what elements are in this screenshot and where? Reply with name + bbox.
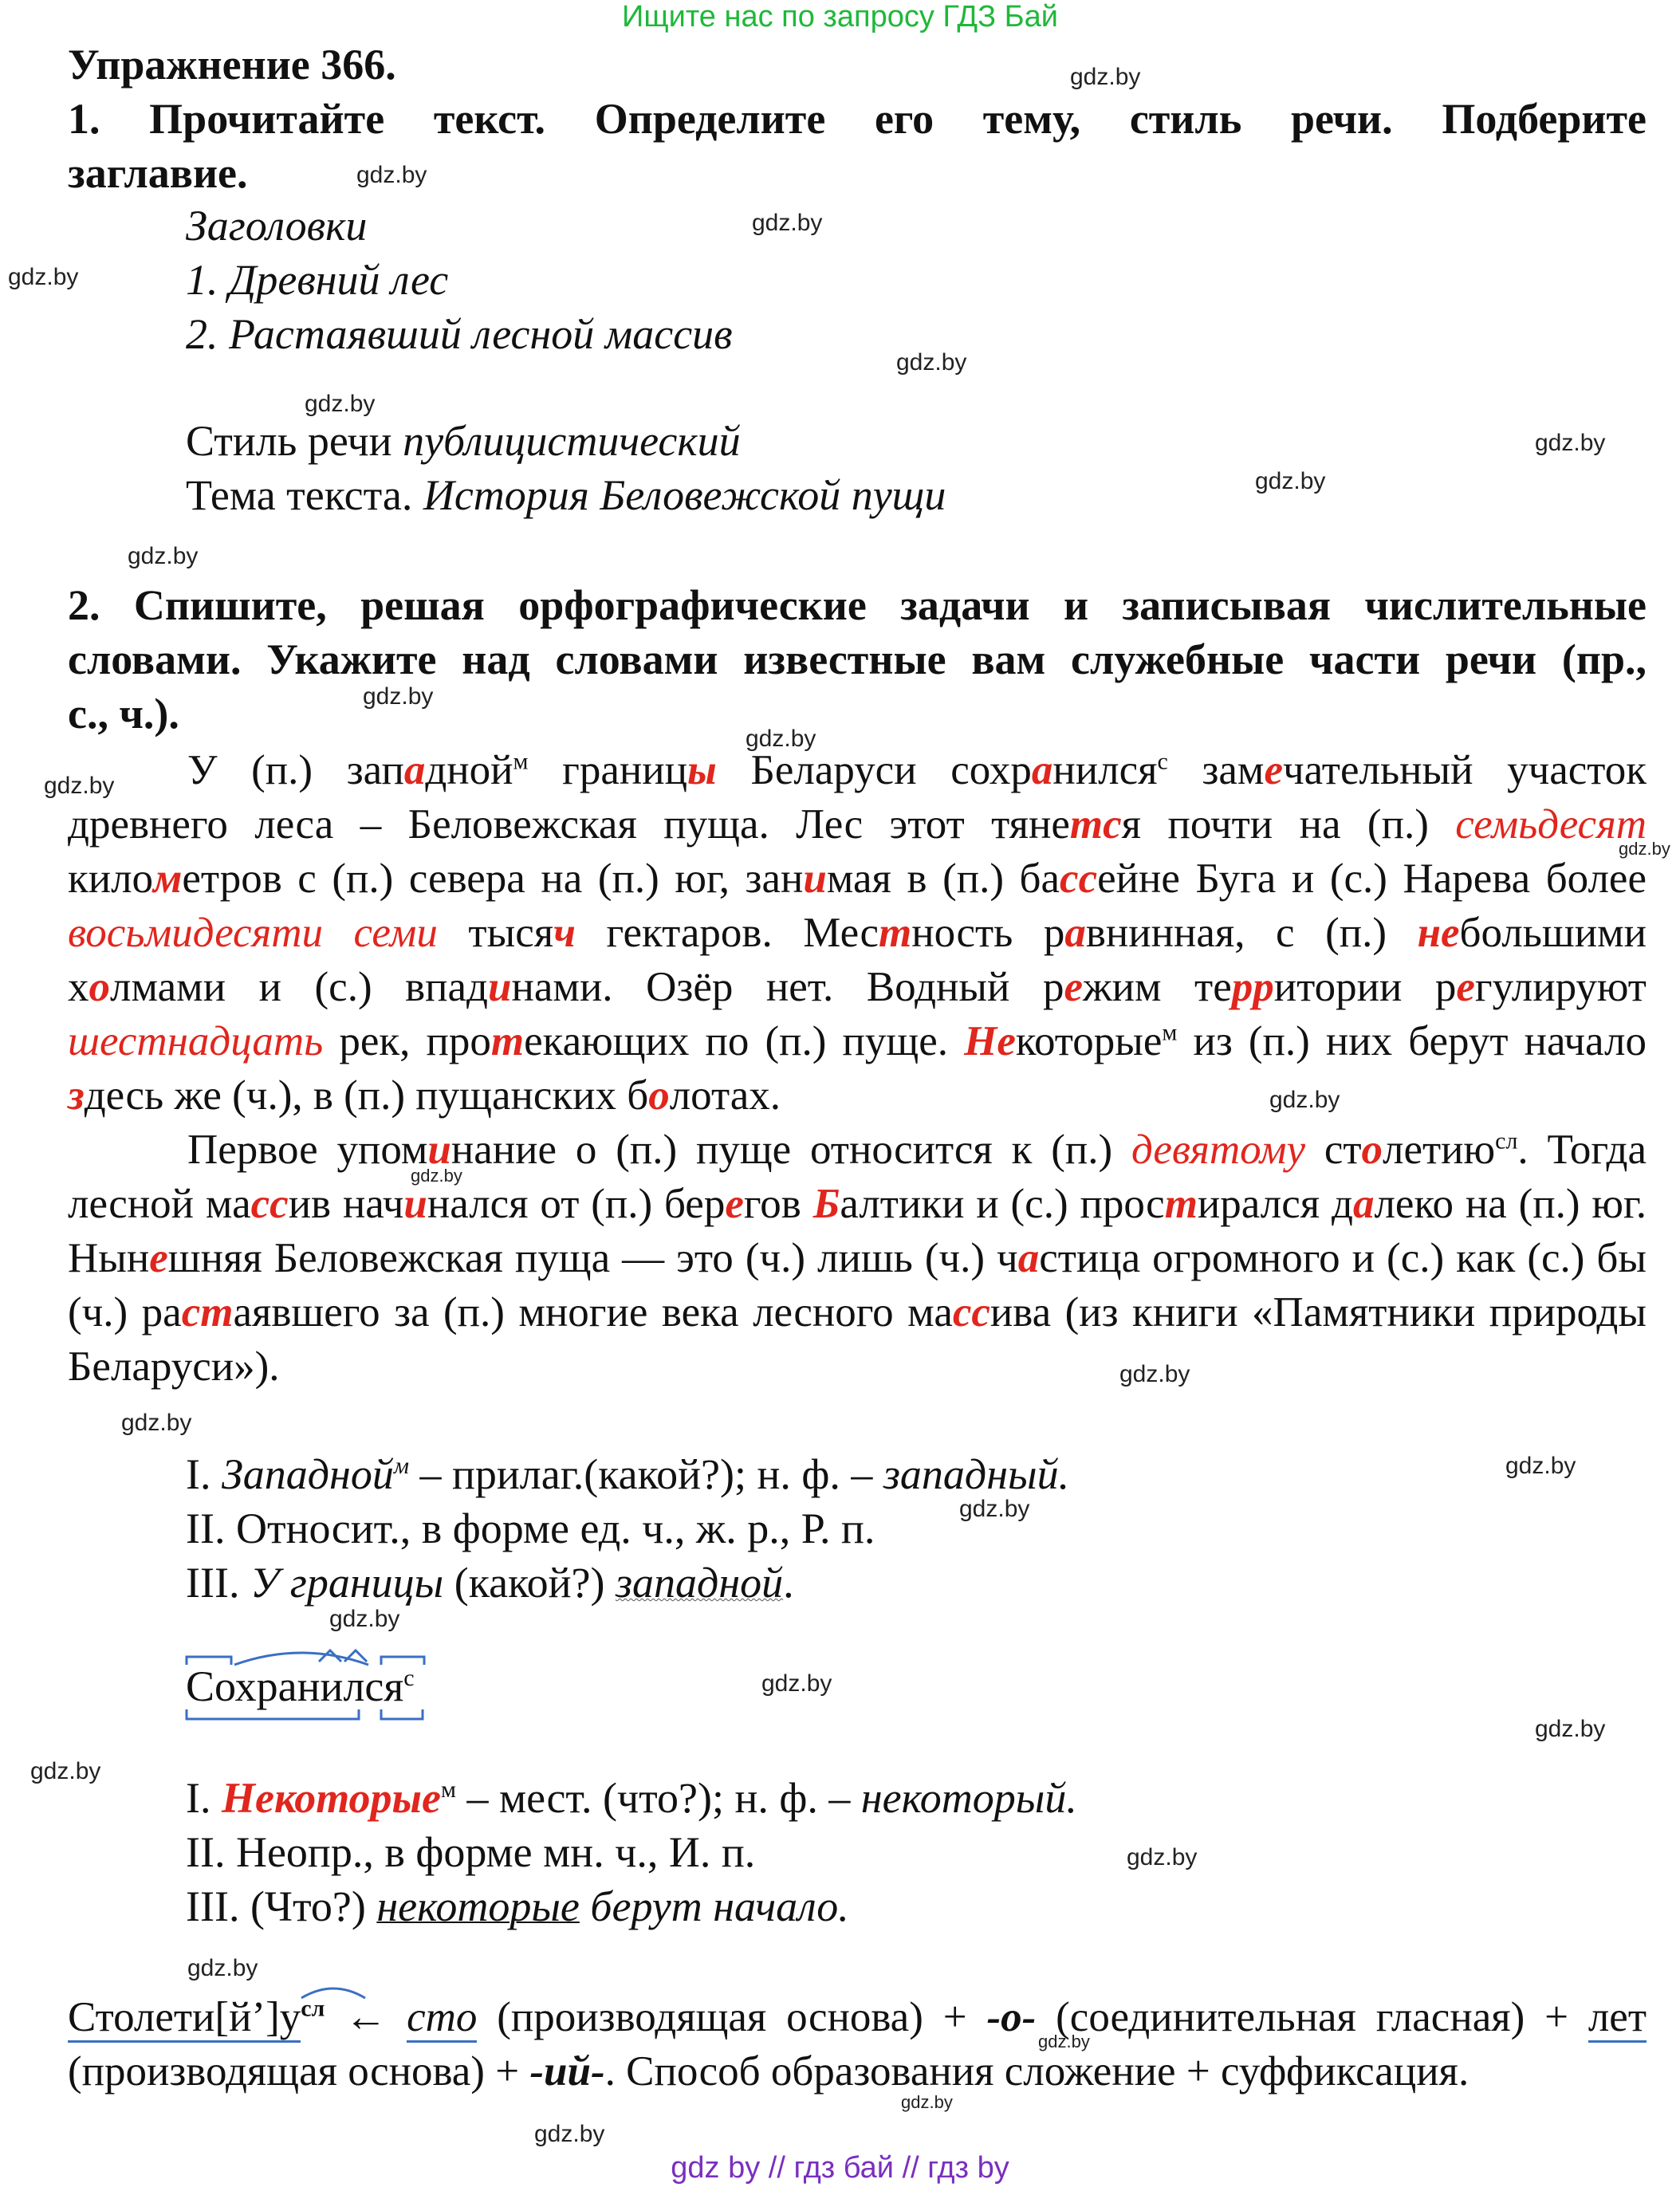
analysis2-line2: II. Неопр., в форме мн. ч., И. п. xyxy=(186,1828,756,1876)
footer-link-gdzby2[interactable]: гдз by xyxy=(927,2151,1009,2185)
watermark: gdz.by xyxy=(411,1166,462,1186)
watermark: gdz.by xyxy=(1038,2032,1090,2051)
watermark: gdz.by xyxy=(305,391,376,417)
theme-line xyxy=(186,469,946,523)
style-value: публицистический xyxy=(403,417,741,465)
footer-links: gdz by // гдз бай // гдз by xyxy=(671,2151,1009,2185)
watermark: gdz.by xyxy=(1070,64,1141,90)
headings-label: Заголовки xyxy=(186,202,368,250)
task2-line2: словами. Укажите над словами известные вам служебные части речи (пр., xyxy=(68,635,1647,683)
footer-link-gdzby[interactable]: gdz by xyxy=(671,2151,761,2185)
heading-2: 2. Растаявший лесной массив xyxy=(186,310,733,358)
word-formation-text: $Столети[й’]у^{сл}$ ← сто (производящая основа) + -о- (соединительная гласная) + лет (производящая основа) + -ий-. Способ образования сложение + суффиксация. xyxy=(68,1994,1647,2095)
watermark: gdz.by xyxy=(746,726,816,752)
speech-style-line xyxy=(186,415,741,469)
analysis2-word: Некоторые xyxy=(221,1774,441,1822)
watermark: gdz.by xyxy=(128,543,199,569)
watermark: gdz.by xyxy=(1127,1844,1198,1870)
style-label: Стиль речи xyxy=(186,417,392,465)
task2-line3: с., ч.). xyxy=(68,690,179,738)
analysis1-word: Западной xyxy=(221,1450,394,1498)
watermark: gdz.by xyxy=(1269,1087,1340,1113)
watermark: gdz.by xyxy=(187,1955,258,1981)
watermark: gdz.by xyxy=(896,349,967,376)
stem-bracket xyxy=(187,1709,359,1719)
watermark: gdz.by xyxy=(1619,839,1670,859)
watermark: gdz.by xyxy=(1255,468,1326,494)
watermark: gdz.by xyxy=(121,1410,192,1436)
watermark: gdz.by xyxy=(363,683,434,710)
analysis2-line3: III. (Что?) некоторые берут начало. xyxy=(186,1882,849,1930)
analysis1-line1: I. Западной$^м$ – прилаг.(какой?); н. ф. – западный. xyxy=(186,1450,1070,1498)
watermark: gdz.by xyxy=(44,773,115,799)
watermark: gdz.by xyxy=(534,2121,605,2147)
watermark: gdz.by xyxy=(1535,430,1606,456)
footer-link-gdzbai[interactable]: гдз бай xyxy=(793,2151,895,2185)
theme-label: Тема текста. xyxy=(186,471,413,519)
heading-1: 1. Древний лес xyxy=(186,256,449,304)
watermark: gdz.by xyxy=(8,264,79,290)
parse-word: Сохранился$^с$ xyxy=(186,1662,415,1710)
analysis1-line3: III. У границы (какой?) западной. xyxy=(186,1559,794,1607)
task1-line1: 1. Прочитайте текст. Определите его тему, стиль речи. Подберите xyxy=(68,95,1647,143)
watermark: gdz.by xyxy=(1119,1361,1190,1387)
text-paragraph-2: Первое упоминание о (п.) пуще относится к (п.) девятому столетию$^{сл}$. Тогда лесной массив начинался от (п.) берегов Балтики и (с.) простирался далеко на (п.) юг. Нынешняя Беловежская пуща — это (ч.) лишь (ч.) частица огромного и (с.) как (с.) бы (ч.) растаявшего за (п.) многие века лесного массива (из книги «Памятники природы Беларуси»). xyxy=(68,1127,1647,1390)
watermark: gdz.by xyxy=(959,1496,1030,1522)
watermark: gdz.by xyxy=(356,162,427,188)
theme-value: История Беловежской пущи xyxy=(423,471,946,519)
analysis2-line1: I. Некоторые$^м$ – мест. (что?); н. ф. – некоторый. xyxy=(186,1774,1077,1822)
watermark: gdz.by xyxy=(329,1606,400,1632)
watermark: gdz.by xyxy=(1535,1716,1606,1742)
task2-line1: 2. Спишите, решая орфографические задачи и записывая числительные xyxy=(68,581,1647,629)
watermark: gdz.by xyxy=(1505,1453,1576,1479)
watermark: gdz.by xyxy=(761,1670,832,1697)
watermark: gdz.by xyxy=(901,2092,953,2112)
watermark: gdz.by xyxy=(30,1758,101,1784)
text-paragraph-1: У (п.) западной$^м$ границы Беларуси сохранился$^с$ замечательный участок древнего леса – Беловежская пуща. Лес этот тянется почти на (п.) семьдесят километров с (п.) севера на (п.) юг, занимая в (п.) бассейне Буга и (с.) Нарева более восьмидесяти семи тысяч гектаров. Местность равнинная, с (п.) небольшими холмами и (с.) впадинами. Озёр нет. Водный режим территории регулируют шестнадцать рек, протекающих по (п.) пуще. Некоторые$^м$ из (п.) них берут начало здесь же (ч.), в (п.) пущанских болотах. xyxy=(68,747,1647,1119)
exercise-title: Упражнение 366. xyxy=(68,41,396,89)
watermark: gdz.by xyxy=(752,210,823,236)
formation-word: Столети[й’]у xyxy=(68,1994,301,2043)
task1-line2: заглавие. xyxy=(68,149,248,197)
top-banner-link[interactable]: Ищите нас по запросу ГДЗ Бай xyxy=(622,0,1058,33)
analysis1-line2: II. Относит., в форме ед. ч., ж. р., Р. п. xyxy=(186,1505,875,1552)
stem-marks xyxy=(182,1706,437,1730)
postfix-bracket xyxy=(381,1709,423,1719)
